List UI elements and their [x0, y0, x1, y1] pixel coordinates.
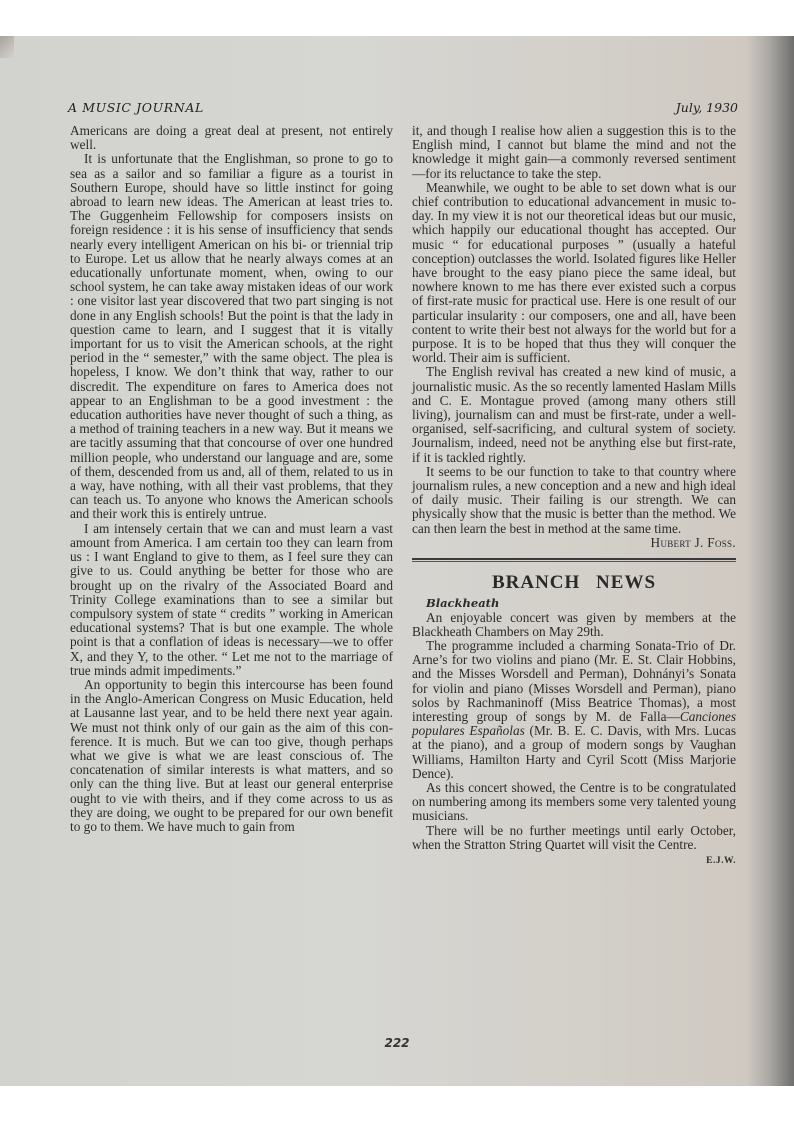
- paragraph: [412, 639, 736, 781]
- issue-date: July, 1930: [675, 100, 738, 115]
- paragraph: Meanwhile, we ought to be able to set down what is our chief contribution to educational advancement in music to-day. In my view it is not our theoretical ideas but our music, which happily our educational thought has accepted. Our music “ for educational purposes ” (usually a hateful conception) outclasses the world. Isolated figures like Heller have brought to the easy piano piece the same ideal, but nowhere known to me has there ever existed such a corpus of first-rate music for practical use. Here is one result of our particular insularity : our composers, one and all, have been content to write their best not always for the world but for a purpose. It is to be hoped that thus they will conquer the world. Their aim is sufficient.: [412, 179, 736, 366]
- branch-name: Blackheath: [426, 596, 500, 611]
- paragraph: It seems to be our function to take to that country where journalism rules, a new conception and a new and high ideal of daily music. Their failing is our strength. We can physically show that the music is better than the method. We can then learn the best in method at the same time.: [412, 463, 736, 536]
- song-title: Canciones populares Españolas: [412, 708, 736, 739]
- section-heading: BRANCH NEWS: [491, 572, 657, 594]
- report-initials: E.J.W.: [706, 855, 736, 866]
- page-corner-shadow: [0, 36, 14, 58]
- left-column: [70, 124, 393, 834]
- programme-text: The programme included a charming Sonata-Trio of Dr. Arne’s for two violins and piano (Mr. E. St. Clair Hobbins, and the Misses Worsdell and Perman), Dohnányi’s Sonata for violin and piano (Misses Worsdell and Perman), piano solos by Rachmaninoff (Miss Beatrice Thomas), a most interesting group of songs by M. de Falla—: [412, 637, 736, 724]
- paragraph: An opportunity to begin this intercourse has been found in the Anglo-American Congress on Music Education, held at Lausanne last year, and to be held there next year again. We must not think only of our gain as the aim of this conference. It is much. But we can too give, though perhaps what we give is what we are least conscious of. The concatenation of similar interests is what matters, and so only can the thing live. But at least our general enterprise ought to vie with theirs, and if they come across to us as they are doing, we ought to be prepared for our own benefit to go to them. We have much to gain from: [70, 676, 393, 834]
- paragraph: It is unfortunate that the Englishman, so prone to go to sea as a sailor and so familiar a figure as a tourist in Southern Europe, should have so little instinct for going abroad to learn new ideas. The American at least tries to. The Guggenheim Fellowship for composers insists on foreign residence : it is his sense of insufficiency that sends nearly every intelligent American on his bi- or triennial trip to Europe. Let us allow that he nearly always comes at an educationally unfortunate moment, when, owing to our school system, he can take away mistaken ideas of our work : one visitor last year discovered that two part singing is not done in any English schools! But the point is that the lady in question came to learn, and I suggest that it is vitally important for us to visit the American schools, at the right period in the “ semester,” with the same object. The plea is hopeless, I know. We don’t think that way, rather to our discredit. The expenditure on fares to America does not appear to an Englishman to be a good investment : the education authorities have never thought of such a thing, as a method of training teachers in a new way. But it means we are tacitly assuming that that concourse of over one hundred million people, who understand our language and are, some of them, descended from us and, all of them, related to us in a way, have nothing, with all their vast problems, that they can teach us. To anyone who knows the American schools and their work this is entirely untrue.: [70, 151, 393, 522]
- right-column: [412, 124, 736, 868]
- closing-text: There will be no further meetings until early October, when the Stratton String Quartet will visit the Centre.: [412, 822, 736, 852]
- paragraph: An enjoyable concert was given by members at the Blackheath Chambers on May 29th.: [412, 609, 736, 639]
- article-author: Hubert J. Foss.: [650, 534, 736, 550]
- page-number: 222: [384, 1036, 410, 1050]
- paragraph: The English revival has created a new kind of music, a journalistic music. As the so recently lamented Haslam Mills and C. E. Montague proved (among many others still living), journalism can and must be first-rate, under a well-organised, self-sacrificing, and cultural system of society. Journalism, indeed, need not be anything else but first-rate, if it is tackled rightly.: [412, 364, 736, 465]
- paragraph: I am intensely certain that we can and must learn a vast amount from America. I am certain too they can learn from us : I want England to give to them, as I feel sure they can give to us. Could anything be better for those who are brought up on the rivalry of the Associated Board and Trinity College examinations than to see a similar but compulsory system of state “ credits ” working in American educational systems? That is but one example. The whole point is that a conflation of ideas is necessary—we to offer X, and they Y, to the other. “ Let me not to the marriage of true minds admit impediments.”: [70, 520, 393, 678]
- paragraph: it, and though I realise how alien a suggestion this is to the English mind, I cannot but blame the mind and not the knowledge it might gain—a commonly reversed sentiment—for its reluctance to take the step.: [412, 123, 736, 181]
- journal-title: A MUSIC JOURNAL: [68, 100, 204, 115]
- section-divider: [412, 558, 736, 562]
- programme-text-continued: (Mr. B. E. C. Davis, with Mrs. Lucas at the piano), and a group of modern songs by Vaughan Williams, Hamilton Harty and Cyril Scott (Miss Marjorie Dence).: [412, 723, 736, 781]
- paragraph: As this concert showed, the Centre is to be congratulated on numbering among its members some very talented young musicians.: [412, 779, 736, 824]
- paragraph: [412, 822, 736, 866]
- paragraph: Americans are doing a great deal at present, not entirely well.: [70, 123, 393, 153]
- journal-page: [0, 36, 794, 1086]
